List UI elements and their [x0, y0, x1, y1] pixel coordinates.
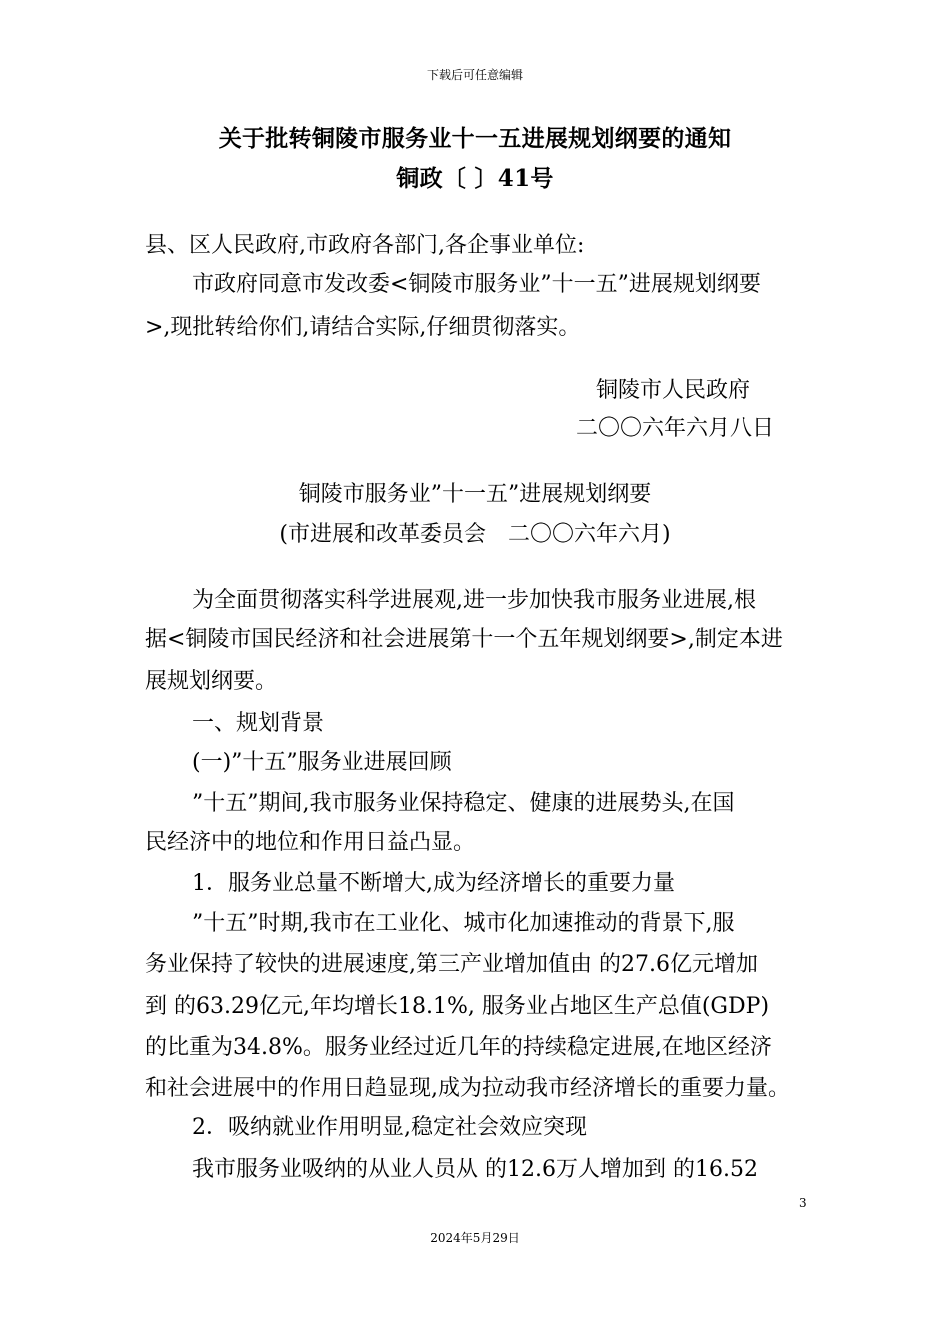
section-heading: 一、规划背景	[192, 711, 325, 736]
document-number: 铜政〔 〕41号	[396, 165, 554, 192]
subsection-heading: (一)”十五”服务业进展回顾	[192, 750, 452, 775]
body-line: 的比重为34.8%。服务业经过近几年的持续稳定进展,在地区经济	[145, 1035, 772, 1060]
notice-body-line: >,现批转给你们,请结合实际,仔细贯彻落实。	[145, 315, 581, 340]
body-line: 据<铜陵市国民经济和社会进展第十一个五年规划纲要>,制定本进	[145, 627, 783, 652]
numbered-heading: 2．吸纳就业作用明显,稳定社会效应突现	[192, 1115, 587, 1140]
body-line: 民经济中的地位和作用日益凸显。	[145, 830, 476, 855]
document-title: 关于批转铜陵市服务业十一五进展规划纲要的通知	[218, 125, 732, 152]
body-line: 为全面贯彻落实科学进展观,进一步加快我市服务业进展,根	[192, 588, 756, 613]
body-line: 展规划纲要。	[145, 669, 278, 694]
header-note: 下载后可任意编辑	[426, 68, 523, 82]
signer: 铜陵市人民政府	[596, 378, 751, 403]
page-number: 3	[799, 1196, 807, 1210]
signature-date: 二〇〇六年六月八日	[576, 416, 775, 441]
body-line: ”十五”时期,我市在工业化、城市化加速推动的背景下,服	[192, 911, 735, 936]
body-line: 到 的63.29亿元,年均增长18.1%, 服务业占地区生产总值(GDP)	[145, 994, 770, 1019]
body-line: 和社会进展中的作用日趋显现,成为拉动我市经济增长的重要力量。	[145, 1076, 790, 1101]
outline-subtitle: (市进展和改革委员会 二〇〇六年六月)	[279, 522, 671, 547]
numbered-heading: 1．服务业总量不断增大,成为经济增长的重要力量	[192, 871, 675, 896]
addressee: 县、区人民政府,市政府各部门,各企事业单位:	[145, 233, 585, 258]
outline-title: 铜陵市服务业”十一五”进展规划纲要	[298, 482, 652, 507]
notice-body-line: 市政府同意市发改委<铜陵市服务业”十一五”进展规划纲要	[192, 272, 761, 297]
body-line: 务业保持了较快的进展速度,第三产业增加值由 的27.6亿元增加	[145, 952, 758, 977]
footer-date: 2024年5月29日	[430, 1231, 520, 1245]
body-line: ”十五”期间,我市服务业保持稳定、健康的进展势头,在国	[192, 791, 735, 816]
body-line: 我市服务业吸纳的从业人员从 的12.6万人增加到 的16.52	[192, 1157, 758, 1182]
